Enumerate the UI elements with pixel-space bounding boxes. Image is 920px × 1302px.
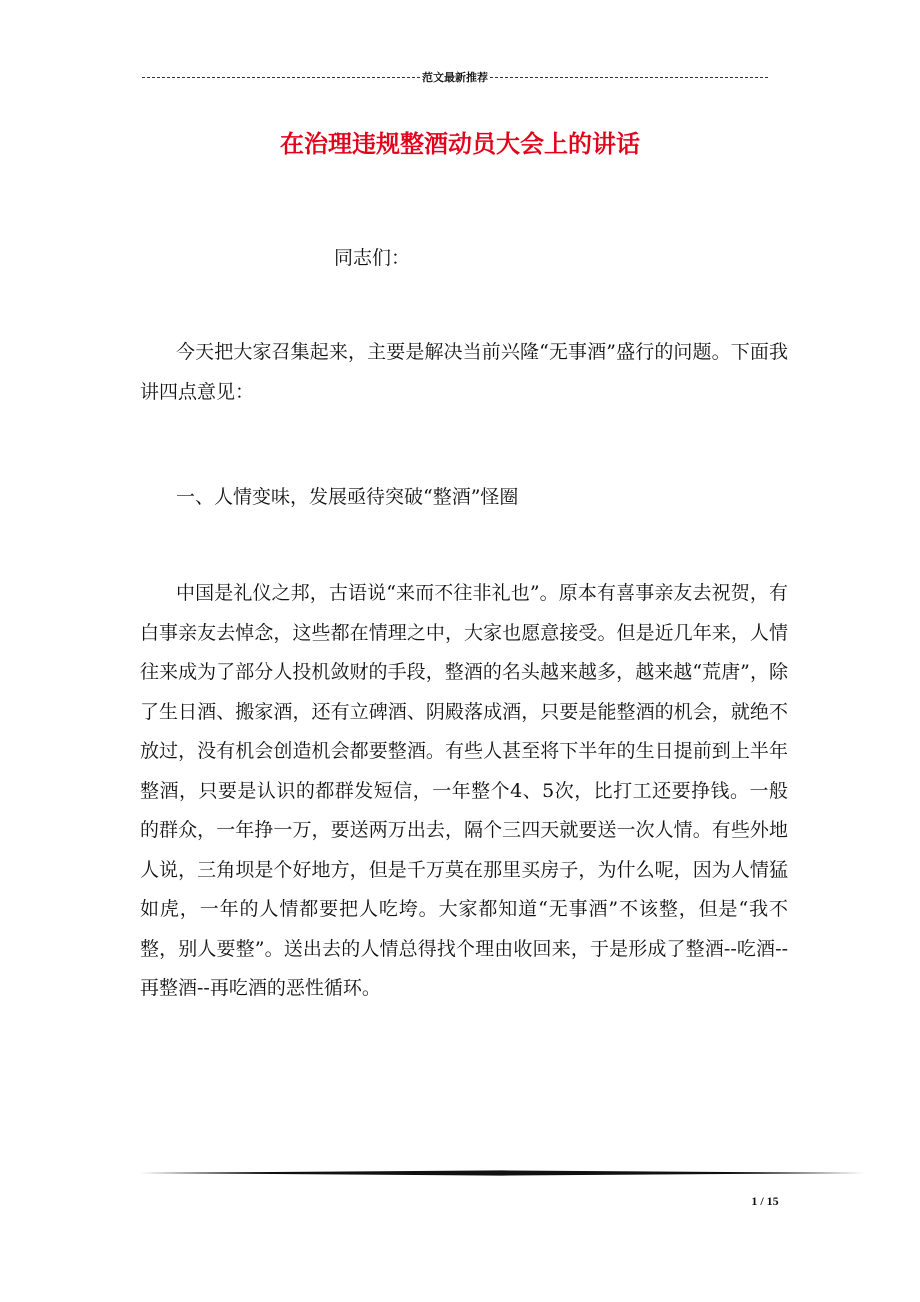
header-dash-right — [490, 77, 768, 78]
page-header — [140, 68, 770, 86]
paragraph-section-one: 中国是礼仪之邦，古语说“来而不往非礼也”。原本有喜事亲友去祝贺，有白事亲友去悼念，这些都在情理之中，大家也愿意接受。但是近几年来，人情往来成为了部分人投机敛财的手段，整酒的名头越来越多，越来越“荒唐”，除了生日酒、搬家酒，还有立碑酒、阴殿落成酒，只要是能整酒的机会，就绝不放过，没有机会创造机会都要整酒。有些人甚至将下半年的生日提前到上半年整酒，只要是认识的都群发短信，一年整个4、5次，比打工还要挣钱。一般的群众，一年挣一万，要送两万出去，隔个三四天就要送一次人情。有些外地人说，三角坝是个好地方，但是千万莫在那里买房子，为什么呢，因为人情猛如虎，一年的人情都要把人吃垮。大家都知道“无事酒”不该整，但是“我不整，别人要整”。送出去的人情总得找个理由收回来，于是形成了整酒--吃酒--再整酒--再吃酒的恶性循环。 — [140, 582, 788, 999]
footer-rule — [140, 1170, 864, 1176]
header-dash-left — [142, 77, 420, 78]
page-number: 1 / 15 — [751, 1194, 779, 1208]
section-heading-one: 一、人情变味，发展亟待突破“整酒”怪圈 — [176, 486, 519, 508]
paragraph-intro: 今天把大家召集起来，主要是解决当前兴隆“无事酒”盛行的问题。下面我讲四点意见： — [140, 341, 788, 403]
header-label: 范文最新推荐 — [422, 71, 488, 84]
salutation: 同志们： — [334, 247, 411, 269]
document-title: 在治理违规整酒动员大会上的讲话 — [280, 129, 640, 158]
